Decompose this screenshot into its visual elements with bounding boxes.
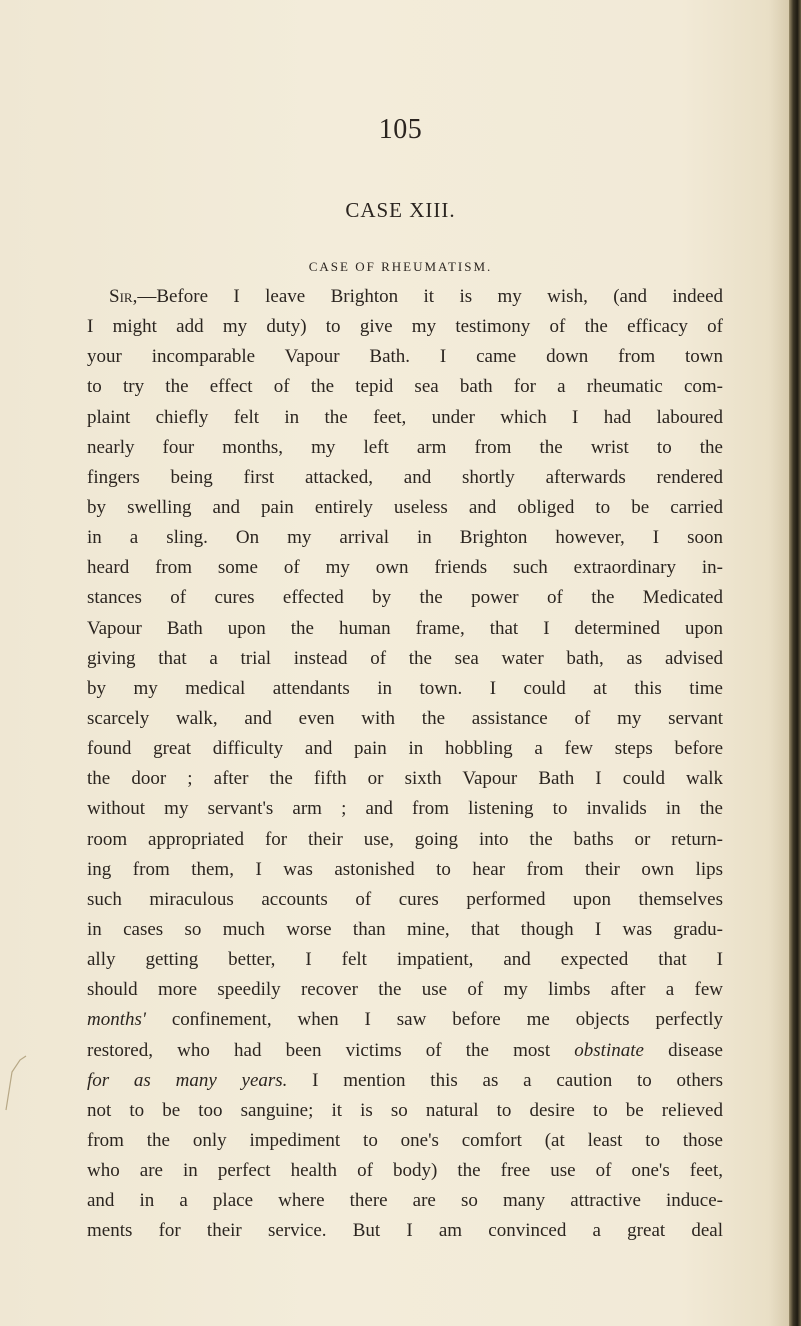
text-line-2: I might add my duty) to give my testimony of the efficacy of	[87, 316, 723, 338]
text-line-32: ments for their service. But I am convinced a great deal	[87, 1220, 723, 1242]
text-line-3: your incomparable Vapour Bath. I came down from town	[87, 346, 723, 368]
page-number: 105	[378, 114, 423, 145]
italic-text: months'	[87, 1009, 146, 1031]
text-line-15: scarcely walk, and even with the assistance of my servant	[87, 707, 723, 729]
salutation: Sir,	[109, 286, 138, 307]
case-subtitle: CASE OF RHEUMATISM.	[308, 259, 493, 274]
text-line-1	[87, 282, 723, 312]
text-line-9: in a sling. On my arrival in Brighton however, I soon	[87, 527, 723, 549]
text-line-31: and in a place where there are so many attractive induce-	[87, 1190, 723, 1212]
text-line-12: Vapour Bath upon the human frame, that I determined upon	[87, 617, 723, 639]
pencil-mark-icon	[2, 1052, 30, 1112]
text-line-26-after: disease	[643, 1039, 723, 1061]
text-line-26-before: restored, who had been victims of the most	[87, 1039, 575, 1061]
text-line-14: by my medical attendants in town. I could at this time	[87, 677, 723, 699]
text-line-19: room appropriated for their use, going into the baths or return-	[87, 828, 723, 850]
case-title: CASE XIII.	[345, 198, 456, 222]
text-line-13: giving that a trial instead of the sea water bath, as advised	[87, 647, 723, 669]
text-line-1-rest: —Before I leave Brighton it is my wish, (and indeed	[137, 286, 723, 307]
text-line-25-rest: confinement, when I saw before me objects perfectly	[145, 1009, 723, 1031]
text-line-5: plaint chiefly felt in the feet, under which I had laboured	[87, 406, 723, 428]
text-line-26	[87, 1036, 723, 1066]
text-line-16: found great difficulty and pain in hobbling a few steps before	[87, 738, 723, 760]
text-line-7: fingers being first attacked, and shortly afterwards rendered	[87, 466, 723, 488]
italic-text: obstinate	[574, 1039, 644, 1061]
text-line-30: who are in perfect health of body) the free use of one's feet,	[87, 1160, 723, 1182]
text-line-28: not to be too sanguine; it is so natural to desire to be relieved	[87, 1099, 723, 1121]
letter-body	[87, 282, 723, 1247]
text-line-20: ing from them, I was astonished to hear from their own lips	[87, 858, 723, 880]
text-line-6: nearly four months, my left arm from the wrist to the	[87, 436, 723, 458]
text-line-24: should more speedily recover the use of my limbs after a few	[87, 979, 723, 1001]
text-line-22: in cases so much worse than mine, that though I was gradu-	[87, 918, 723, 940]
text-line-17: the door ; after the fifth or sixth Vapour Bath I could walk	[87, 768, 723, 790]
text-line-21: such miraculous accounts of cures performed upon themselves	[87, 888, 723, 910]
text-line-23: ally getting better, I felt impatient, and expected that I	[87, 949, 723, 971]
text-line-25	[87, 1005, 723, 1035]
text-line-4: to try the effect of the tepid sea bath for a rheumatic com-	[87, 376, 723, 398]
text-line-27-rest: I mention this as a caution to others	[287, 1069, 723, 1091]
text-line-29: from the only impediment to one's comfort (at least to those	[87, 1129, 723, 1151]
text-line-27	[87, 1066, 723, 1096]
text-line-11: stances of cures effected by the power of the Medicated	[87, 587, 723, 609]
text-line-18: without my servant's arm ; and from listening to invalids in the	[87, 798, 723, 820]
text-line-8: by swelling and pain entirely useless and obliged to be carried	[87, 496, 723, 518]
italic-text: for as many years.	[87, 1069, 288, 1091]
text-line-10: heard from some of my own friends such extraordinary in-	[87, 557, 723, 579]
